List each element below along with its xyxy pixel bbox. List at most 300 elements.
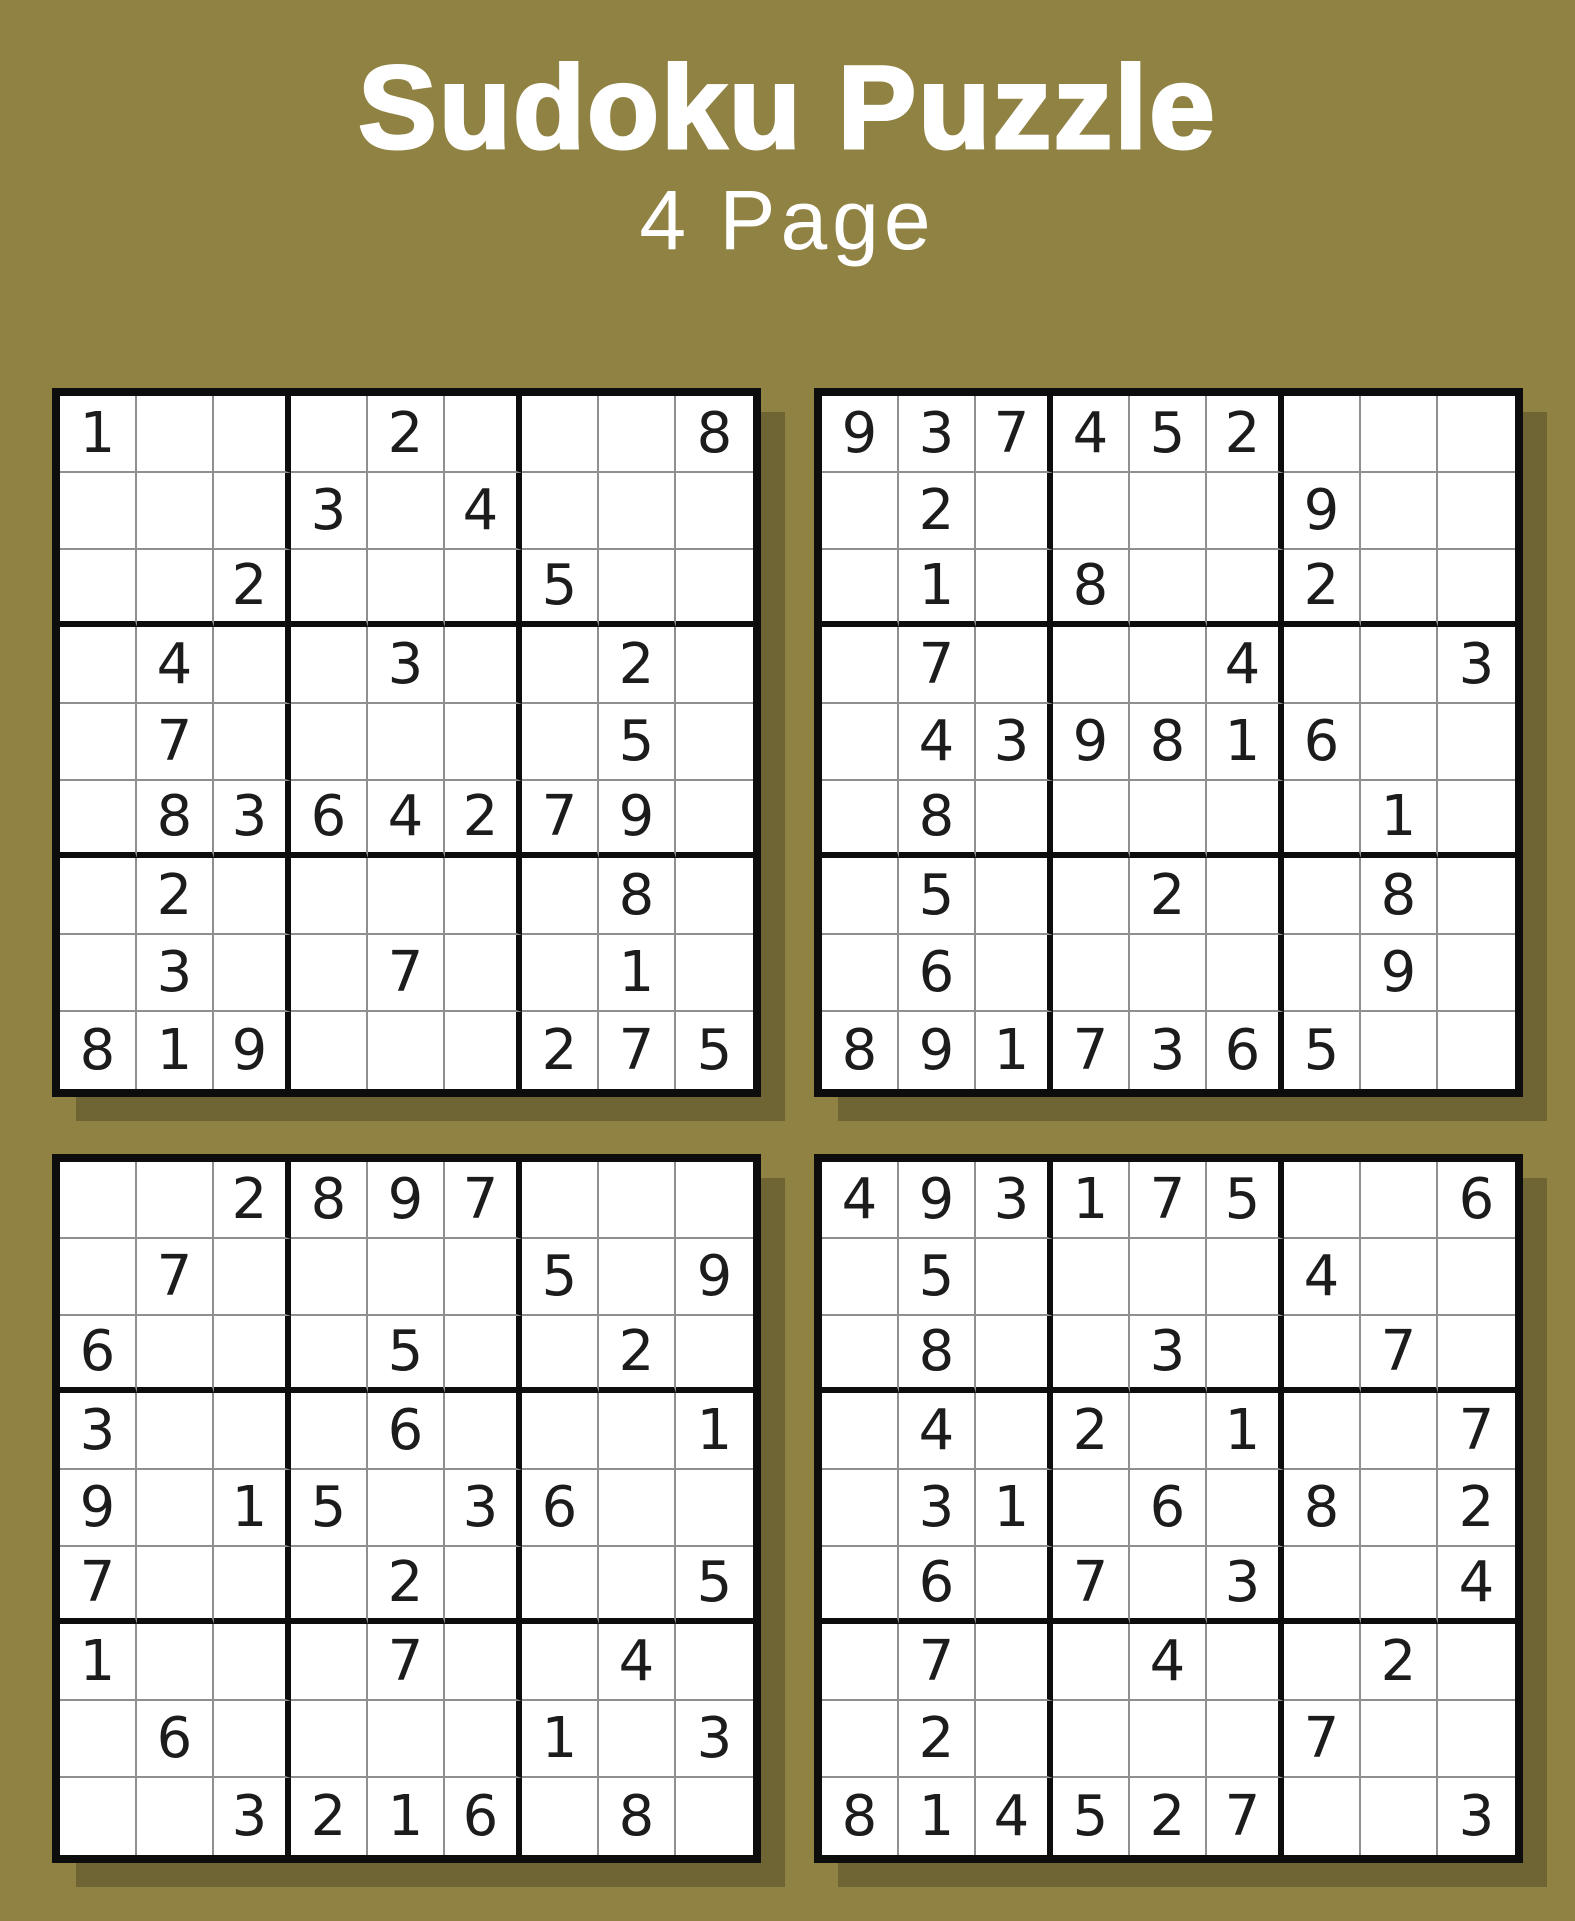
sudoku-board-4: [814, 1154, 1523, 1863]
sudoku-cell-empty: [1361, 1162, 1438, 1239]
sudoku-cell-empty: [137, 396, 214, 473]
sudoku-cell-empty: [291, 396, 368, 473]
sudoku-cell-empty: [1284, 1316, 1361, 1393]
sudoku-cell-empty: [1053, 1624, 1130, 1701]
sudoku-cell-given: 2: [368, 396, 445, 473]
sudoku-cell-given: 3: [445, 1470, 522, 1547]
sudoku-cell-given: 6: [137, 1701, 214, 1778]
sudoku-cell-empty: [1361, 396, 1438, 473]
sudoku-cell-given: 7: [137, 1239, 214, 1316]
sudoku-cell-empty: [976, 1316, 1053, 1393]
sudoku-cell-empty: [599, 1470, 676, 1547]
sudoku-cell-given: 8: [822, 1778, 899, 1855]
sudoku-cell-empty: [1284, 1393, 1361, 1470]
sudoku-cell-given: 1: [522, 1701, 599, 1778]
sudoku-cell-empty: [1284, 1624, 1361, 1701]
sudoku-cell-empty: [214, 858, 291, 935]
sudoku-cell-empty: [137, 1316, 214, 1393]
sudoku-cell-empty: [1438, 858, 1515, 935]
sudoku-cell-empty: [976, 1547, 1053, 1624]
sudoku-cell-given: 7: [1284, 1701, 1361, 1778]
sudoku-cell-given: 2: [1130, 1778, 1207, 1855]
sudoku-cell-given: 1: [137, 1012, 214, 1089]
sudoku-cell-empty: [1207, 1470, 1284, 1547]
sudoku-cell-empty: [1284, 781, 1361, 858]
sudoku-cell-given: 6: [1130, 1470, 1207, 1547]
sudoku-cell-empty: [676, 1624, 753, 1701]
sudoku-cell-empty: [976, 627, 1053, 704]
sudoku-cell-given: 4: [976, 1778, 1053, 1855]
sudoku-cell-empty: [599, 1239, 676, 1316]
sudoku-cell-given: 3: [60, 1393, 137, 1470]
sudoku-cell-empty: [976, 550, 1053, 627]
sudoku-cell-empty: [522, 1316, 599, 1393]
sudoku-cell-empty: [1438, 781, 1515, 858]
sudoku-cell-given: 8: [1284, 1470, 1361, 1547]
sudoku-cell-given: 4: [445, 473, 522, 550]
sudoku-cell-empty: [976, 1701, 1053, 1778]
sudoku-cell-empty: [1207, 935, 1284, 1012]
sudoku-cell-empty: [599, 1162, 676, 1239]
sudoku-cell-given: 1: [899, 550, 976, 627]
sudoku-cell-empty: [291, 627, 368, 704]
sudoku-cell-empty: [1053, 781, 1130, 858]
sudoku-cell-empty: [676, 704, 753, 781]
sudoku-cell-empty: [676, 781, 753, 858]
sudoku-cell-empty: [214, 704, 291, 781]
sudoku-cell-empty: [522, 473, 599, 550]
sudoku-cell-given: 2: [445, 781, 522, 858]
sudoku-cell-given: 7: [899, 1624, 976, 1701]
sudoku-cell-given: 7: [1130, 1162, 1207, 1239]
sudoku-cell-empty: [445, 627, 522, 704]
sudoku-cell-given: 4: [1438, 1547, 1515, 1624]
sudoku-cell-given: 3: [976, 704, 1053, 781]
sudoku-cell-empty: [214, 627, 291, 704]
sudoku-cell-given: 5: [599, 704, 676, 781]
sudoku-cell-given: 3: [291, 473, 368, 550]
sudoku-cell-empty: [1361, 1012, 1438, 1089]
sudoku-cell-empty: [1438, 704, 1515, 781]
sudoku-cell-empty: [291, 1701, 368, 1778]
sudoku-cell-empty: [1053, 858, 1130, 935]
sudoku-cell-empty: [1361, 1470, 1438, 1547]
sudoku-cell-given: 4: [899, 704, 976, 781]
sudoku-cell-empty: [137, 1778, 214, 1855]
sudoku-cell-empty: [291, 1316, 368, 1393]
sudoku-cell-given: 6: [368, 1393, 445, 1470]
sudoku-cell-empty: [599, 1547, 676, 1624]
sudoku-cell-given: 8: [822, 1012, 899, 1089]
sudoku-cell-empty: [137, 550, 214, 627]
sudoku-cell-given: 2: [1207, 396, 1284, 473]
sudoku-cell-given: 5: [522, 1239, 599, 1316]
sudoku-cell-given: 1: [976, 1470, 1053, 1547]
sudoku-cell-empty: [976, 1393, 1053, 1470]
sudoku-cell-empty: [1438, 1012, 1515, 1089]
sudoku-cell-given: 7: [1361, 1316, 1438, 1393]
sudoku-cell-empty: [60, 1701, 137, 1778]
sudoku-cell-empty: [676, 1778, 753, 1855]
sudoku-cell-empty: [822, 550, 899, 627]
sudoku-cell-given: 1: [1053, 1162, 1130, 1239]
sudoku-cell-empty: [676, 473, 753, 550]
sudoku-cell-empty: [822, 1316, 899, 1393]
sudoku-cell-empty: [60, 704, 137, 781]
sudoku-cell-given: 4: [137, 627, 214, 704]
sudoku-cell-empty: [60, 473, 137, 550]
sudoku-cell-given: 4: [1284, 1239, 1361, 1316]
sudoku-cell-empty: [368, 858, 445, 935]
sudoku-cell-empty: [1053, 473, 1130, 550]
sudoku-cell-given: 6: [1438, 1162, 1515, 1239]
sudoku-cell-given: 7: [899, 627, 976, 704]
sudoku-cell-given: 1: [1207, 704, 1284, 781]
sudoku-cell-empty: [137, 473, 214, 550]
sudoku-cell-empty: [1207, 1239, 1284, 1316]
sudoku-cell-empty: [214, 1393, 291, 1470]
sudoku-cell-given: 7: [976, 396, 1053, 473]
sudoku-cell-empty: [1361, 1701, 1438, 1778]
sudoku-cell-empty: [1207, 858, 1284, 935]
sudoku-cell-given: 4: [368, 781, 445, 858]
sudoku-cell-empty: [1284, 858, 1361, 935]
sudoku-cell-empty: [60, 550, 137, 627]
sudoku-cell-empty: [60, 1239, 137, 1316]
sudoku-cell-empty: [291, 1547, 368, 1624]
sudoku-board-1: [52, 388, 761, 1097]
sudoku-cell-empty: [60, 858, 137, 935]
sudoku-cell-given: 2: [599, 1316, 676, 1393]
sudoku-cell-given: 4: [822, 1162, 899, 1239]
sudoku-cell-empty: [214, 1701, 291, 1778]
sudoku-cell-empty: [1438, 1701, 1515, 1778]
sudoku-cell-empty: [1284, 1162, 1361, 1239]
sudoku-cell-given: 6: [1284, 704, 1361, 781]
sudoku-cell-given: 1: [899, 1778, 976, 1855]
sudoku-cell-empty: [214, 1239, 291, 1316]
sudoku-cell-empty: [445, 1316, 522, 1393]
sudoku-cell-empty: [522, 1624, 599, 1701]
sudoku-cell-empty: [822, 858, 899, 935]
sudoku-cell-given: 2: [899, 1701, 976, 1778]
sudoku-cell-given: 9: [822, 396, 899, 473]
sudoku-cell-given: 5: [522, 550, 599, 627]
sudoku-cell-empty: [214, 473, 291, 550]
sudoku-cell-empty: [1284, 396, 1361, 473]
sudoku-cell-empty: [1438, 396, 1515, 473]
sudoku-cell-empty: [291, 1239, 368, 1316]
sudoku-cell-empty: [822, 935, 899, 1012]
sudoku-cell-empty: [1130, 1393, 1207, 1470]
sudoku-cell-given: 6: [899, 1547, 976, 1624]
sudoku-cell-empty: [976, 935, 1053, 1012]
sudoku-board-2: [814, 388, 1523, 1097]
sudoku-cell-empty: [1438, 1316, 1515, 1393]
sudoku-cell-empty: [1284, 627, 1361, 704]
sudoku-cell-given: 7: [1207, 1778, 1284, 1855]
sudoku-cell-empty: [445, 935, 522, 1012]
sudoku-cell-empty: [214, 935, 291, 1012]
sudoku-cell-empty: [60, 627, 137, 704]
sudoku-cell-empty: [976, 858, 1053, 935]
sudoku-cell-empty: [522, 1778, 599, 1855]
sudoku-cell-empty: [60, 781, 137, 858]
sudoku-cell-given: 2: [1053, 1393, 1130, 1470]
sudoku-cell-given: 3: [676, 1701, 753, 1778]
sudoku-cell-empty: [445, 396, 522, 473]
sudoku-cell-empty: [522, 1547, 599, 1624]
sudoku-cell-empty: [1130, 781, 1207, 858]
sudoku-cell-empty: [368, 704, 445, 781]
sudoku-cell-given: 3: [1438, 627, 1515, 704]
sudoku-cell-empty: [1284, 1778, 1361, 1855]
sudoku-cell-given: 9: [60, 1470, 137, 1547]
sudoku-cell-empty: [1130, 1701, 1207, 1778]
sudoku-cell-empty: [1130, 473, 1207, 550]
sudoku-cell-given: 2: [1284, 550, 1361, 627]
sudoku-cell-given: 8: [599, 1778, 676, 1855]
sudoku-cell-empty: [214, 396, 291, 473]
sudoku-cell-empty: [137, 1547, 214, 1624]
sudoku-cell-given: 5: [696, 1017, 733, 1083]
sudoku-cell-empty: [822, 1470, 899, 1547]
sudoku-cell-empty: [291, 1393, 368, 1470]
sudoku-cell-given: 5: [1284, 1012, 1361, 1089]
sudoku-cell-empty: [291, 858, 368, 935]
sudoku-cell-given: 1: [1207, 1393, 1284, 1470]
sudoku-cell-given: 4: [1053, 396, 1130, 473]
sudoku-cell-given: 8: [599, 858, 676, 935]
sudoku-cell-empty: [1361, 1778, 1438, 1855]
sudoku-cell-given: 7: [60, 1547, 137, 1624]
sudoku-cell-given: 7: [1053, 1547, 1130, 1624]
sudoku-cell-given: 1: [60, 1624, 137, 1701]
sudoku-cell-empty: [445, 1547, 522, 1624]
sudoku-cell-empty: [445, 1012, 522, 1089]
sudoku-cell-empty: [1361, 473, 1438, 550]
sudoku-cell-empty: [1284, 1547, 1361, 1624]
sudoku-cell-given: 8: [291, 1162, 368, 1239]
sudoku-cell-given: 4: [599, 1624, 676, 1701]
sudoku-cell-given: 8: [137, 781, 214, 858]
sudoku-cell-empty: [522, 935, 599, 1012]
sudoku-cell-empty: [60, 935, 137, 1012]
sudoku-cell-given: 9: [1361, 935, 1438, 1012]
sudoku-cell-empty: [60, 1162, 137, 1239]
sudoku-cell-given: 2: [368, 1547, 445, 1624]
sudoku-cell-empty: [522, 1162, 599, 1239]
sudoku-cell-given: 9: [1284, 473, 1361, 550]
sudoku-cell-empty: [822, 473, 899, 550]
sudoku-cell-empty: [291, 550, 368, 627]
sudoku-cell-empty: [1207, 1624, 1284, 1701]
sudoku-cell-empty: [522, 627, 599, 704]
sudoku-cell-given: 9: [1053, 704, 1130, 781]
sudoku-cell-given: 8: [899, 1316, 976, 1393]
sudoku-cell-given: 5: [368, 1316, 445, 1393]
sudoku-cell-empty: [137, 1162, 214, 1239]
sudoku-cell-given: 5: [1053, 1778, 1130, 1855]
sudoku-cell-empty: [976, 473, 1053, 550]
sudoku-cell-empty: [1438, 550, 1515, 627]
sudoku-cell-given: 1: [676, 1393, 753, 1470]
sudoku-cell-empty: [1361, 1239, 1438, 1316]
sudoku-cell-empty: [368, 1012, 445, 1089]
sudoku-cell-empty: [822, 1239, 899, 1316]
sudoku-cell-empty: [1361, 550, 1438, 627]
sudoku-cell-given: 7: [137, 704, 214, 781]
sudoku-cell-given: 7: [522, 781, 599, 858]
sudoku-cell-given: 4: [1130, 1624, 1207, 1701]
sudoku-cell-given: 2: [599, 627, 676, 704]
sudoku-cell-given: 7: [599, 1012, 676, 1089]
sudoku-cell-empty: [822, 1393, 899, 1470]
sudoku-cell-empty: [214, 1624, 291, 1701]
sudoku-cell-given: 3: [1130, 1012, 1207, 1089]
sudoku-cell-empty: [1438, 473, 1515, 550]
sudoku-cell-given: 2: [137, 858, 214, 935]
sudoku-cell-empty: [1361, 1393, 1438, 1470]
sudoku-cell-empty: [1130, 935, 1207, 1012]
sudoku-cell-empty: [676, 1316, 753, 1393]
sudoku-cell-given: 3: [1458, 1783, 1495, 1849]
sudoku-cell-given: 2: [1130, 858, 1207, 935]
sudoku-cell-empty: [522, 704, 599, 781]
puzzle-board-container: [52, 388, 1523, 1863]
sudoku-cell-given: 3: [976, 1162, 1053, 1239]
sudoku-cell-given: 3: [137, 935, 214, 1012]
sudoku-cell-empty: [1053, 627, 1130, 704]
sudoku-cell-given: 1: [1361, 781, 1438, 858]
sudoku-cell-given: 2: [214, 1162, 291, 1239]
sudoku-cell-empty: [445, 1239, 522, 1316]
sudoku-cell-given: 1: [368, 1778, 445, 1855]
sudoku-cell-empty: [676, 1162, 753, 1239]
sudoku-cell-given: 5: [1207, 1162, 1284, 1239]
sudoku-cell-given: 8: [60, 1012, 137, 1089]
sudoku-cell-empty: [1361, 627, 1438, 704]
sudoku-cell-empty: [599, 473, 676, 550]
sudoku-cell-empty: [1361, 1547, 1438, 1624]
sudoku-cell-empty: [1130, 1547, 1207, 1624]
sudoku-cell-given: 8: [1361, 858, 1438, 935]
sudoku-cell-empty: [599, 550, 676, 627]
sudoku-cell-given: 9: [599, 781, 676, 858]
sudoku-cell-empty: [368, 1701, 445, 1778]
sudoku-cell-given: 6: [291, 781, 368, 858]
sudoku-cell-empty: [445, 1624, 522, 1701]
sudoku-cell-empty: [1438, 1624, 1515, 1701]
sudoku-cell-given: 6: [60, 1316, 137, 1393]
sudoku-cell-given: 7: [368, 935, 445, 1012]
sudoku-cell-given: 2: [1361, 1624, 1438, 1701]
sudoku-cell-empty: [1438, 1239, 1515, 1316]
sudoku-cell-empty: [368, 1239, 445, 1316]
sudoku-cell-given: 5: [291, 1470, 368, 1547]
sudoku-cell-empty: [822, 1547, 899, 1624]
sudoku-cell-empty: [1130, 550, 1207, 627]
sudoku-cell-empty: [676, 935, 753, 1012]
sudoku-cell-empty: [445, 858, 522, 935]
sudoku-cell-empty: [676, 858, 753, 935]
sudoku-cell-empty: [1130, 1239, 1207, 1316]
sudoku-cell-empty: [137, 1470, 214, 1547]
sudoku-cell-given: 7: [1438, 1393, 1515, 1470]
sudoku-cell-given: 1: [976, 1012, 1053, 1089]
sudoku-cell-empty: [1438, 935, 1515, 1012]
sudoku-cell-given: 5: [899, 858, 976, 935]
sudoku-cell-empty: [445, 704, 522, 781]
sudoku-cell-given: 3: [1207, 1547, 1284, 1624]
sudoku-cell-empty: [676, 1470, 753, 1547]
sudoku-cell-given: 1: [599, 935, 676, 1012]
sudoku-cell-empty: [676, 627, 753, 704]
sudoku-cell-empty: [368, 550, 445, 627]
sudoku-cell-given: 7: [1053, 1012, 1130, 1089]
sudoku-cell-empty: [1207, 1316, 1284, 1393]
sudoku-cell-given: 9: [368, 1162, 445, 1239]
sudoku-cell-given: 9: [899, 1162, 976, 1239]
sudoku-cell-given: 9: [214, 1012, 291, 1089]
sudoku-cell-empty: [599, 1701, 676, 1778]
sudoku-cell-given: 2: [899, 473, 976, 550]
sudoku-cell-given: 1: [60, 396, 137, 473]
sudoku-cell-empty: [976, 781, 1053, 858]
sudoku-cell-given: 5: [676, 1547, 753, 1624]
sudoku-cell-given: 3: [899, 1470, 976, 1547]
sudoku-cell-given: 2: [291, 1778, 368, 1855]
sudoku-cell-given: 6: [1207, 1012, 1284, 1089]
sudoku-cell-empty: [1053, 1316, 1130, 1393]
sudoku-cell-empty: [1130, 627, 1207, 704]
sudoku-cell-given: 2: [214, 550, 291, 627]
sudoku-cell-given: 7: [445, 1162, 522, 1239]
sudoku-cell-given: 8: [1053, 550, 1130, 627]
sudoku-cell-empty: [1053, 1701, 1130, 1778]
sudoku-cell-given: 6: [445, 1778, 522, 1855]
sudoku-cell-empty: [822, 1701, 899, 1778]
sudoku-cell-empty: [1207, 550, 1284, 627]
sudoku-cell-empty: [1207, 1701, 1284, 1778]
sudoku-cell-empty: [976, 1239, 1053, 1316]
sudoku-cell-empty: [822, 1624, 899, 1701]
sudoku-cell-empty: [368, 473, 445, 550]
sudoku-cell-empty: [676, 550, 753, 627]
sudoku-cell-given: 6: [522, 1470, 599, 1547]
sudoku-cell-empty: [599, 396, 676, 473]
sudoku-cell-empty: [137, 1624, 214, 1701]
page-subtitle: 4 Page: [639, 173, 936, 267]
sudoku-cell-given: 8: [676, 396, 753, 473]
sudoku-cell-given: 3: [368, 627, 445, 704]
sudoku-cell-empty: [214, 1547, 291, 1624]
sudoku-cell-empty: [291, 1624, 368, 1701]
sudoku-cell-empty: [291, 1012, 368, 1089]
sudoku-cell-empty: [1053, 1239, 1130, 1316]
sudoku-cell-empty: [137, 1393, 214, 1470]
sudoku-cell-empty: [291, 704, 368, 781]
sudoku-cell-given: 6: [899, 935, 976, 1012]
sudoku-cell-given: 5: [899, 1239, 976, 1316]
sudoku-cell-given: 2: [1438, 1470, 1515, 1547]
sudoku-cell-empty: [291, 935, 368, 1012]
sudoku-cell-empty: [368, 1470, 445, 1547]
sudoku-cell-given: 7: [368, 1624, 445, 1701]
sudoku-cell-empty: [1053, 1470, 1130, 1547]
sudoku-cell-given: 8: [1130, 704, 1207, 781]
sudoku-cell-given: 9: [676, 1239, 753, 1316]
